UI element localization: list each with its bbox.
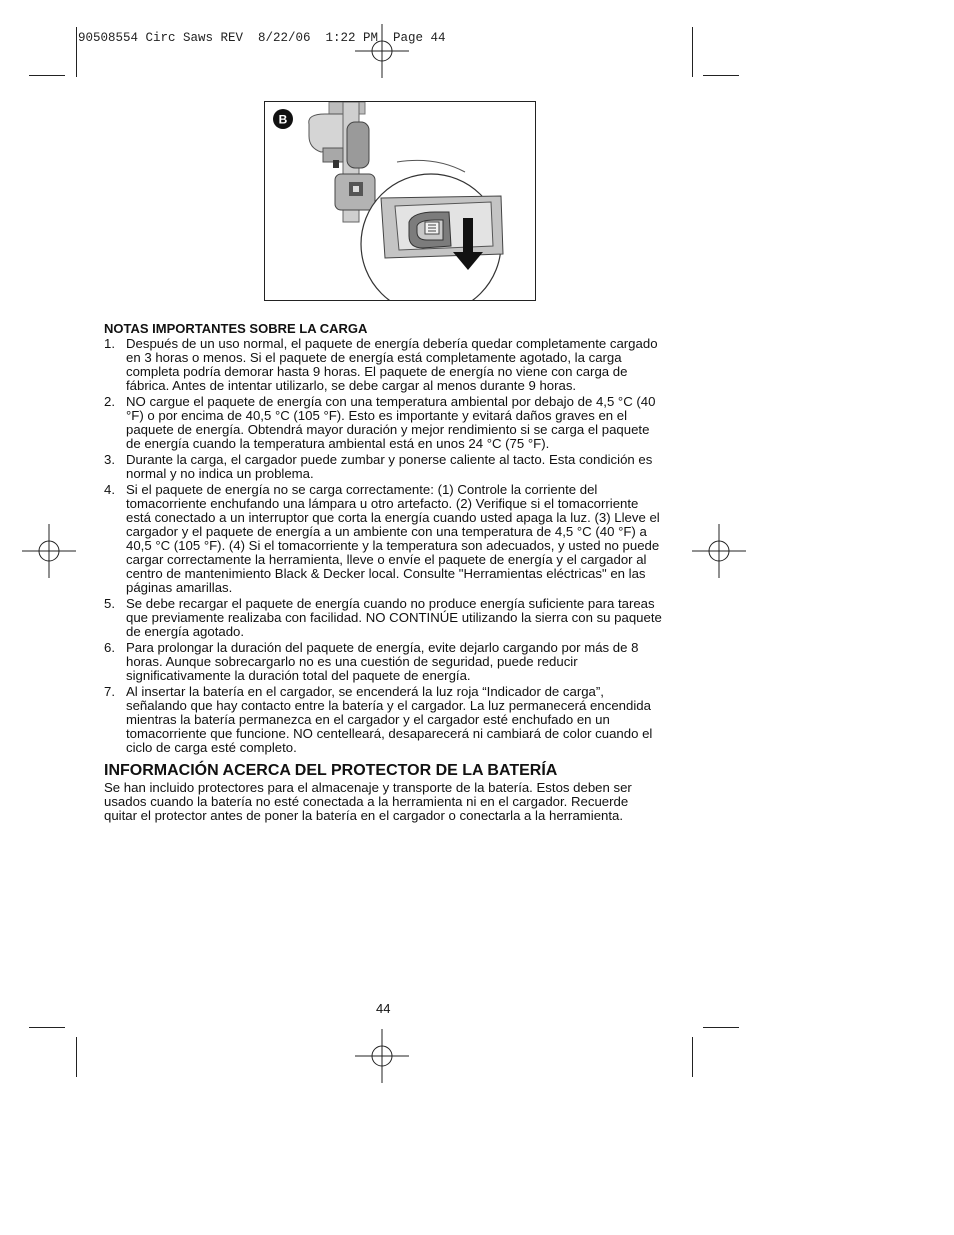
registration-mark-right [692, 524, 746, 578]
crop-mark [692, 27, 693, 77]
page-number: 44 [376, 1001, 391, 1016]
crop-mark [703, 75, 739, 76]
crop-mark [76, 1037, 77, 1077]
protector-section-body: Se han incluido protectores para el almacenaje y transporte de la batería. Estos deben ser usados cuando la batería no esté conectada a la herramienta ni en el cargador. Recuerde quitar el protector antes de poner la batería en el cargador o conectarla a la herramienta. [104, 780, 632, 823]
registration-mark-top [355, 24, 409, 78]
crop-mark [29, 1027, 65, 1028]
list-item: 2. NO cargue el paquete de energía con una temperatura ambiental por debajo de 4,5 °C (40 °F) o por encima de 40,5 °C (105 °F). Esto es importante y evitará daños graves en el paquete de energía. Obtendrá mayor duración y mejor rendimiento si se carga el paquete de energía cuando la temperatura ambiental está en unos 24 °C (75 °F). [104, 394, 656, 451]
battery-charging-illustration [265, 102, 536, 301]
crop-mark [692, 1037, 693, 1077]
notes-heading: NOTAS IMPORTANTES SOBRE LA CARGA [104, 321, 368, 336]
crop-mark [29, 75, 65, 76]
registration-mark-left [22, 524, 76, 578]
list-item: 3. Durante la carga, el cargador puede zumbar y ponerse caliente al tacto. Esta condición es normal y no indica un problema. [104, 452, 653, 481]
page-content [104, 322, 664, 823]
down-arrow-icon [463, 218, 473, 252]
list-item: 7. Al insertar la batería en el cargador, se encenderá la luz roja “Indicador de carga”, señalando que hay contacto entre la batería y el cargador. La luz permanecerá encendida mientras la batería permanezca en el cargador y el cargador esté enchufado en un tomacorriente que funcione. NO centelleará, desaparecerá ni cambiará de color cuando el ciclo de carga esté completo. [104, 684, 653, 755]
crop-mark [76, 27, 77, 77]
registration-mark-bottom [355, 1029, 409, 1083]
notes-list [104, 337, 664, 755]
protector-section-title: INFORMACIÓN ACERCA DEL PROTECTOR DE LA BATERÍA [104, 762, 558, 779]
print-slug: 90508554 Circ Saws REV 8/22/06 1:22 PM Page 44 [78, 31, 446, 45]
crop-mark [703, 1027, 739, 1028]
figure-label: B [278, 112, 288, 127]
list-item: 6. Para prolongar la duración del paquete de energía, evite dejarlo cargando por más de 8 horas. Aunque sobrecargarlo no es una cuestión de seguridad, puede reducir significativamente la duración total del paquete de energía. [104, 640, 639, 683]
list-item: 4. Si el paquete de energía no se carga correctamente: (1) Controle la corriente del tomacorriente enchufando una lámpara u otro artefacto. (2) Verifique si el tomacorriente está conectado a un interruptor que corta la energía cuando usted apaga la luz. (3) Lleve el cargador y el paquete de energía a un ambiente con una temperatura de 4,5 °C (40 °F) a 40,5 °C (105 °F). (4) Si el tomacorriente y la temperatura son adecuados, y usted no puede cargar correctamente la herramienta, lleve o envíe el paquete de energía y el cargador al centro de mantenimiento Black & Decker local. Consulte "Herramientas eléctricas" en las páginas amarillas. [104, 482, 660, 595]
list-item: 1. Después de un uso normal, el paquete de energía debería quedar completamente cargado en 3 horas o menos. Si el paquete de energía está completamente agotado, la carga completa podría demorar hasta 9 horas. El paquete de energía no viene con carga de fábrica. Antes de intentar utilizarlo, se debe cargar al menos durante 9 horas. [104, 336, 658, 393]
figure-b [264, 101, 536, 301]
list-item: 5. Se debe recargar el paquete de energía cuando no produce energía suficiente para tareas que previamente realizaba con facilidad. NO CONTINÚE utilizando la sierra con su paquete de energía agotado. [104, 596, 662, 639]
